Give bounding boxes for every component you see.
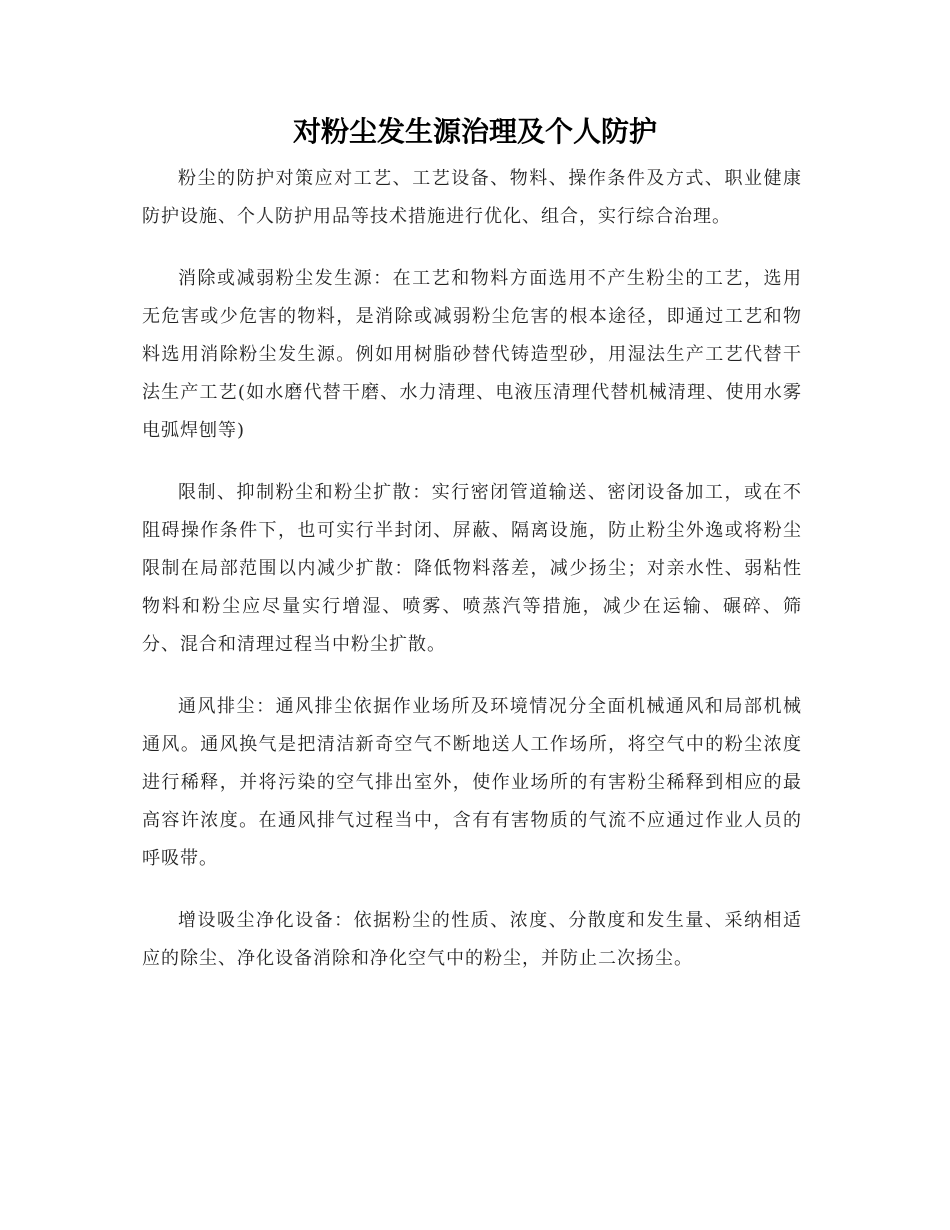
document-body (142, 160, 802, 1002)
paragraph-dust-collection: 增设吸尘净化设备：依据粉尘的性质、浓度、分散度和发生量、采纳相适应的除尘、净化设备消除和净化空气中的粉尘，并防止二次扬尘。 (142, 910, 802, 969)
paragraph-intro: 粉尘的防护对策应对工艺、工艺设备、物料、操作条件及方式、职业健康防护设施、个人防护用品等技术措施进行优化、组合，实行综合治理。 (142, 168, 802, 227)
paragraph-restrict-diffusion: 限制、抑制粉尘和粉尘扩散：实行密闭管道输送、密闭设备加工，或在不阻碍操作条件下，也可实行半封闭、屏蔽、隔离设施，防止粉尘外逸或将粉尘限制在局部范围以内减少扩散：降低物料落差，减少扬尘；对亲水性、弱粘性物料和粉尘应尽量实行增湿、喷雾、喷蒸汽等措施，减少在运输、碾碎、筛分、混合和清理过程当中粉尘扩散。 (142, 482, 802, 655)
paragraph-eliminate-source: 消除或减弱粉尘发生源：在工艺和物料方面选用不产生粉尘的工艺，选用无危害或少危害的物料，是消除或减弱粉尘危害的根本途径，即通过工艺和物料选用消除粉尘发生源。例如用树脂砂替代铸造型砂，用湿法生产工艺代替干法生产工艺(如水磨代替干磨、水力清理、电液压清理代替机械清理、使用水雾电弧焊刨等) (142, 268, 802, 441)
document-title: 对粉尘发生源治理及个人防护 (292, 115, 657, 148)
paragraph-ventilation: 通风排尘：通风排尘依据作业场所及环境情况分全面机械通风和局部机械通风。通风换气是把清洁新奇空气不断地送人工作场所，将空气中的粉尘浓度进行稀释，并将污染的空气排出室外，使作业场所的有害粉尘稀释到相应的最高容许浓度。在通风排气过程当中，含有有害物质的气流不应通过作业人员的呼吸带。 (142, 696, 802, 869)
